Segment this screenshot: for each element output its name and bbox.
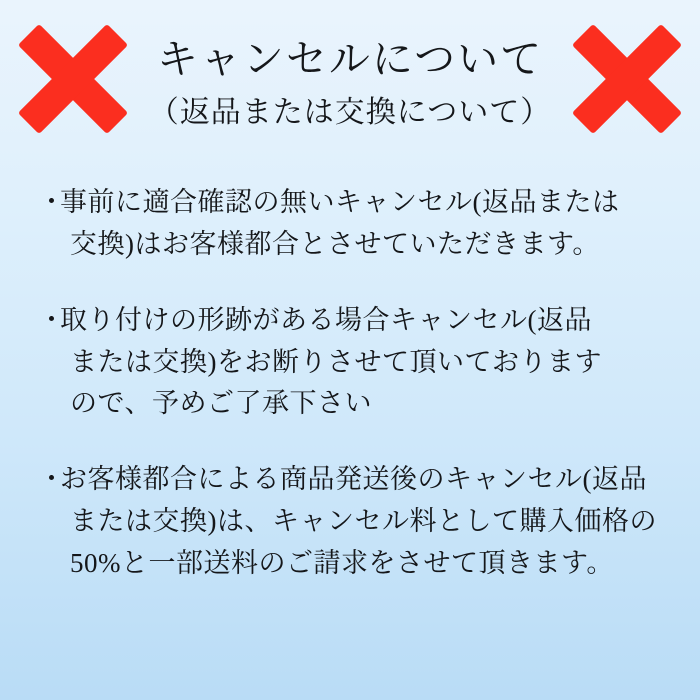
list-item-text: [60, 459, 666, 585]
red-x-mark-left-icon: [14, 20, 132, 138]
text-line: 事前に適合確認の無いキャンセル(返品または: [60, 187, 620, 217]
policy-list: [0, 182, 700, 585]
bullet-marker: ・: [38, 304, 65, 335]
red-x-mark-right-icon: [568, 20, 686, 138]
list-item: [38, 182, 666, 266]
poster-header: [0, 0, 700, 160]
text-line: または交換)をお断りさせて頂いております: [70, 346, 602, 377]
page-title: キャンセルについて: [156, 35, 544, 82]
text-line: または交換)は、キャンセル料として購入価格の: [70, 506, 657, 537]
list-item: [38, 459, 666, 585]
text-line: ので、予めご了承下さい: [70, 388, 372, 419]
text-line: 取り付けの形跡がある場合キャンセル(返品: [60, 304, 592, 335]
bullet-marker: ・: [38, 187, 65, 217]
list-item-text: [60, 300, 666, 426]
text-line: 50%と一部送料のご請求をさせて頂きます。: [70, 547, 614, 578]
bullet-marker: ・: [38, 464, 65, 495]
page-subtitle: （返品または交換について）: [148, 96, 552, 130]
text-line: 交換)はお客様都合とさせていただきます。: [70, 228, 600, 259]
text-line: お客様都合による商品発送後のキャンセル(返品: [60, 464, 647, 495]
list-item: [38, 300, 666, 426]
list-item-text: [60, 182, 666, 266]
